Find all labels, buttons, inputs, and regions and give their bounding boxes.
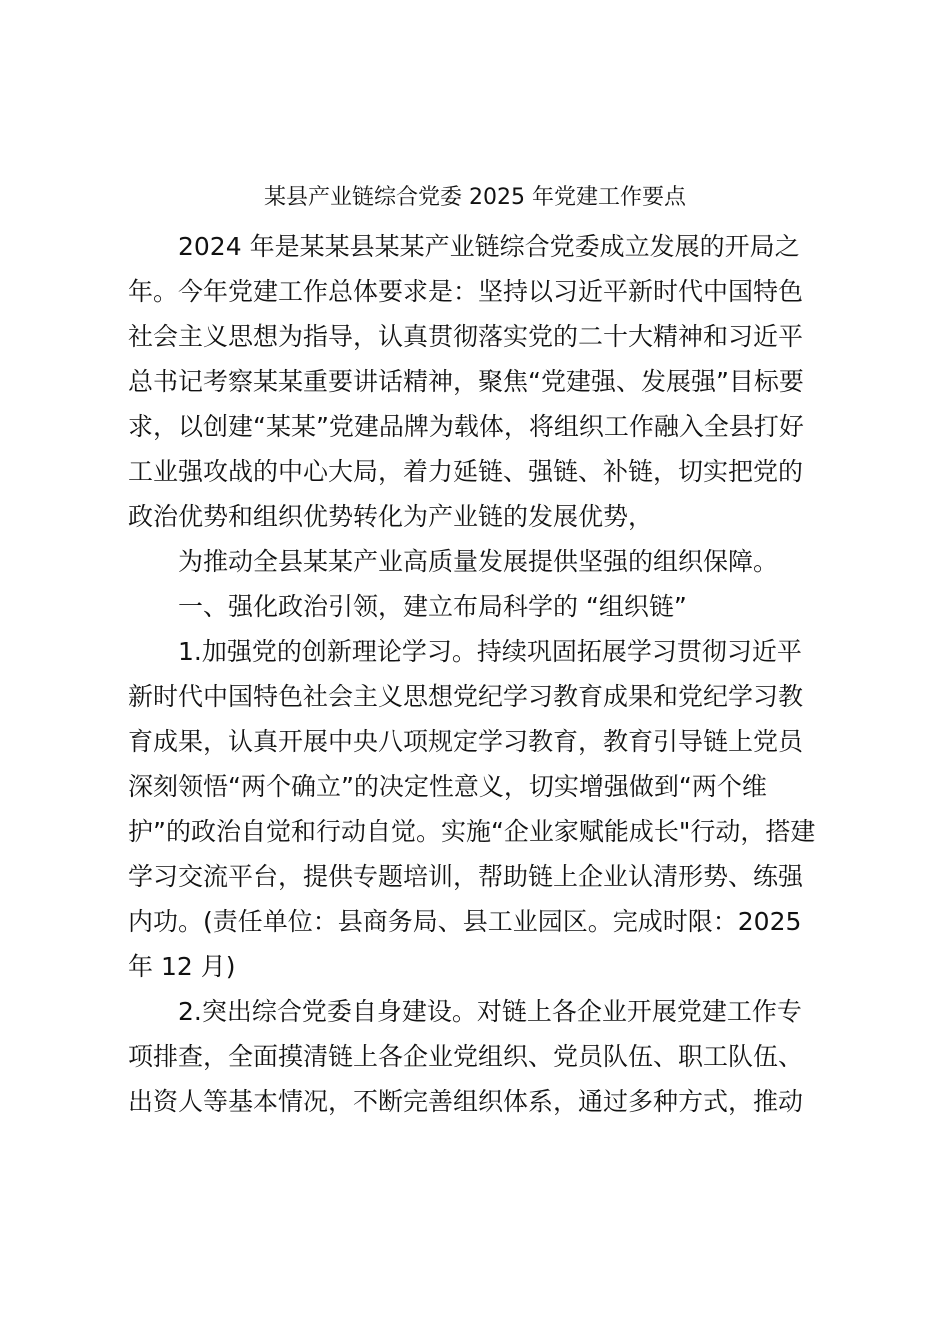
paragraph-line: 项排查，全面摸清链上各企业党组织、党员队伍、职工队伍、 — [128, 1042, 804, 1071]
paragraph-line: 2.突出综合党委自身建设。对链上各企业开展党建工作专 — [178, 997, 802, 1026]
paragraph-line: 求，以创建“某某”党建品牌为载体，将组织工作融入全县打好 — [128, 412, 804, 441]
paragraph-line: 深刻领悟“两个确立”的决定性意义，切实增强做到“两个维 — [128, 772, 767, 801]
paragraph-line: 出资人等基本情况，不断完善组织体系，通过多种方式，推动 — [128, 1087, 804, 1116]
paragraph-line: 工业强攻战的中心大局，着力延链、强链、补链，切实把党的 — [128, 457, 804, 486]
paragraph-line: 年。今年党建工作总体要求是：坚持以习近平新时代中国特色 — [128, 277, 804, 306]
paragraph-line: 护”的政治自觉和行动自觉。实施“企业家赋能成长"行动，搭建 — [128, 817, 816, 846]
paragraph-line: 育成果，认真开展中央八项规定学习教育，教育引导链上党员 — [128, 727, 804, 756]
paragraph-line: 年 12 月) — [128, 952, 236, 981]
paragraph-line: 学习交流平台，提供专题培训，帮助链上企业认清形势、练强 — [128, 862, 804, 891]
paragraph-line: 1.加强党的创新理论学习。持续巩固拓展学习贯彻习近平 — [178, 637, 802, 666]
paragraph-line: 内功。(责任单位：县商务局、县工业园区。完成时限：2025 — [128, 907, 802, 936]
paragraph-line: 为推动全县某某产业高质量发展提供坚强的组织保障。 — [178, 547, 779, 576]
document-title: 某县产业链综合党委 2025 年党建工作要点 — [264, 185, 686, 210]
paragraph-line: 政治优势和组织优势转化为产业链的发展优势， — [128, 502, 654, 531]
paragraph-line: 新时代中国特色社会主义思想党纪学习教育成果和党纪学习教 — [128, 682, 804, 711]
paragraph-line: 2024 年是某某县某某产业链综合党委成立发展的开局之 — [178, 232, 800, 261]
paragraph-line: 社会主义思想为指导，认真贯彻落实党的二十大精神和习近平 — [128, 322, 804, 351]
paragraph-line: 总书记考察某某重要讲话精神，聚焦“党建强、发展强”目标要 — [128, 367, 804, 396]
section-heading: 一、强化政治引领，建立布局科学的 “组织链” — [178, 592, 687, 621]
